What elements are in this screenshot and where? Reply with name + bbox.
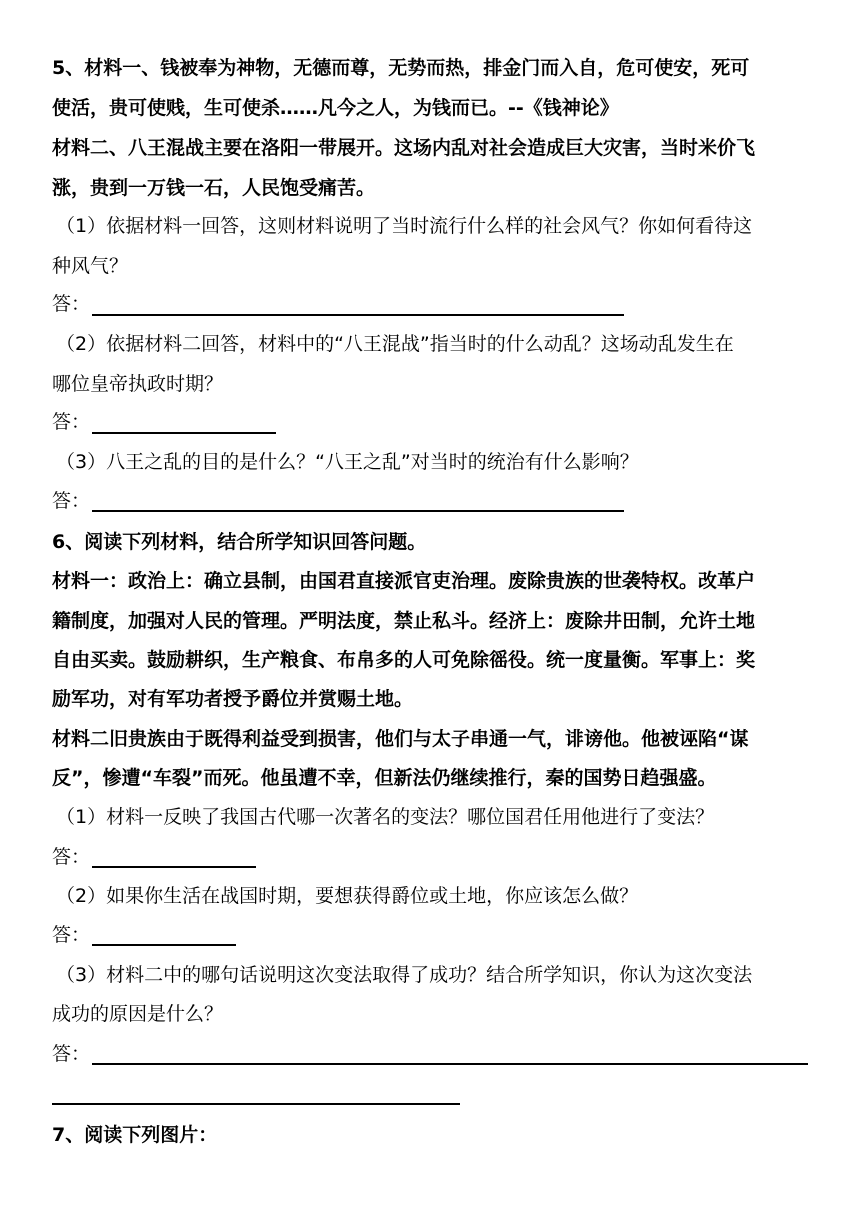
q5-sub2-line2: 哪位皇帝执政时期？	[52, 373, 224, 395]
q6-material1-line4: 励军功，对有军功者授予爵位并赏赐土地。	[52, 688, 414, 710]
q5-material2-line1: 材料二、八王混战主要在洛阳一带展开。这场内乱对社会造成巨大灾害，当时米价飞	[52, 137, 756, 159]
q5-sub1-line1: （1）依据材料一回答，这则材料说明了当时流行什么样的社会风气？你如何看待这	[56, 215, 753, 237]
answer-label: 答：	[52, 846, 91, 868]
q6-sub1-answer-blank[interactable]	[92, 866, 256, 868]
q6-sub2-line1: （2）如果你生活在战国时期，要想获得爵位或土地，你应该怎么做？	[56, 885, 639, 907]
q6-material1-line2: 籍制度，加强对人民的管理。严明法度，禁止私斗。经济上：废除井田制，允许土地	[52, 610, 756, 632]
answer-label: 答：	[52, 411, 91, 433]
q6-sub1-line1: （1）材料一反映了我国古代哪一次著名的变法？哪位国君任用他进行了变法？	[56, 806, 715, 828]
q6-title: 6、阅读下列材料，结合所学知识回答问题。	[52, 531, 427, 553]
q5-sub1-answer-blank[interactable]	[92, 314, 624, 316]
q6-sub3-answer-blank-continued[interactable]	[52, 1103, 460, 1105]
q6-material2-line1: 材料二旧贵族由于既得利益受到损害，他们与太子串通一气，诽谤他。他被诬陷“谋	[52, 728, 749, 750]
q6-sub3-line2: 成功的原因是什么？	[52, 1003, 224, 1025]
answer-label: 答：	[52, 490, 91, 512]
q6-sub3-answer-blank[interactable]	[92, 1063, 808, 1065]
q5-sub3-answer-blank[interactable]	[92, 510, 624, 512]
answer-label: 答：	[52, 924, 91, 946]
q6-material1-line3: 自由买卖。鼓励耕织，生产粮食、布帛多的人可免除徭役。统一度量衡。军事上：奖	[52, 649, 756, 671]
q7-title: 7、阅读下列图片：	[52, 1124, 218, 1146]
q6-sub3-line1: （3）材料二中的哪句话说明这次变法取得了成功？结合所学知识，你认为这次变法	[56, 964, 753, 986]
q5-sub1-line2: 种风气？	[52, 255, 129, 277]
q5-material1-line2: 使活，贵可使贱，生可使杀……凡今之人，为钱而已。--《钱神论》	[52, 97, 619, 119]
q5-sub3-line1: （3）八王之乱的目的是什么？“八王之乱”对当时的统治有什么影响？	[56, 451, 639, 473]
q6-material2-line2: 反”，惨遭“车裂”而死。他虽遭不幸，但新法仍继续推行，秦的国势日趋强盛。	[52, 767, 717, 789]
q5-material2-line2: 涨，贵到一万钱一石，人民饱受痛苦。	[52, 177, 376, 199]
q6-sub2-answer-blank[interactable]	[92, 944, 236, 946]
q6-material1-line1: 材料一：政治上：确立县制，由国君直接派官吏治理。废除贵族的世袭特权。改革户	[52, 570, 756, 592]
q5-sub2-line1: （2）依据材料二回答，材料中的“八王混战”指当时的什么动乱？这场动乱发生在	[56, 333, 734, 355]
answer-label: 答：	[52, 1043, 91, 1065]
answer-label: 答：	[52, 293, 91, 315]
q5-material1-line1: 5、材料一、钱被奉为神物，无德而尊，无势而热，排金门而入自，危可使安，死可	[52, 57, 750, 79]
q5-sub2-answer-blank[interactable]	[92, 432, 276, 434]
